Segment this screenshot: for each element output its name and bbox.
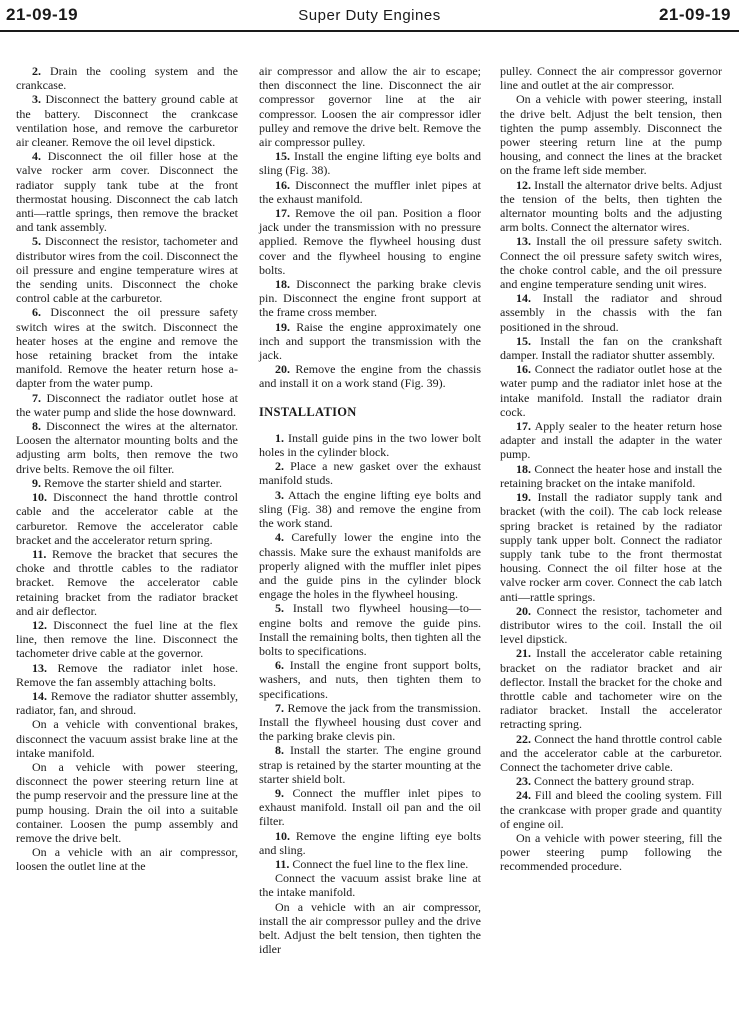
step-text: Place a new gasket over the exhaust manifold studs. (259, 459, 481, 488)
step-number: 16. (275, 177, 290, 192)
step-number: 17. (516, 419, 531, 434)
step-text: Connect the fuel line to the flex line. (292, 856, 469, 871)
step-text: Install the engine front support bolts, washers, and nuts, then tighten them to specifications. (259, 658, 481, 701)
step-text: Remove the oil pan. Position a floor jack under the transmission with no pressure applied. Remove the flywheel housing dust cover and the flywheel housing to engine bolts. (259, 206, 481, 277)
step-paragraph (500, 362, 722, 419)
step-text: pulley. Connect the air compressor governor line and outlet at the air compressor. (500, 64, 722, 93)
step-text: Connect the heater hose and install the retaining bracket on the intake manifold. (500, 461, 722, 490)
step-text: Install the radiator supply tank and bracket (with the coil). The cab lock release spring bracket is retained by the radiator supply tank upper bolt. Connect the radiator supply tank tube to the front thermostat housing. Connect the oil filter hose at the valve rocker arm cover. Connect the cab latch anti—rattle springs. (500, 490, 722, 604)
step-text: Drain the cooling system and the crankcase. (16, 64, 239, 93)
step-paragraph (259, 530, 481, 601)
step-number: 14. (516, 291, 531, 306)
step-paragraph (500, 462, 722, 490)
step-paragraph (259, 178, 481, 206)
step-number: 6. (32, 305, 41, 320)
step-paragraph (16, 476, 238, 490)
step-number: 1. (275, 430, 284, 445)
step-paragraph (259, 149, 481, 177)
note-paragraph (259, 871, 481, 899)
step-paragraph (16, 419, 238, 476)
step-number: 18. (275, 277, 290, 292)
note-paragraph (500, 92, 722, 177)
step-text: On a vehicle with power steering, install the drive belt. Adjust the belt tension, then tighten the pump assembly. Disconnect the power steering return line at the pump housing, and connect the lines at the bracket on the frame left side member. (500, 92, 722, 178)
step-number: 10. (275, 828, 290, 843)
step-paragraph (16, 391, 238, 419)
step-text: Install the alternator drive belts. Adjust the tension of the belts, then tighten the alternator mounting bolts and the adjusting arm bolts. Connect the alternator wires. (500, 177, 722, 235)
step-text: Remove the bracket that secures the choke and throttle cables to the radiator bracket. Remove the accelerator cable retaining bracket from the radiator bracket and air deflector. (16, 546, 238, 618)
step-number: 8. (32, 419, 41, 434)
step-number: 12. (32, 617, 47, 632)
step-number: 20. (275, 362, 290, 377)
step-text: Apply sealer to the heater return hose adapter and install the adapter in the water pump. (500, 419, 722, 462)
step-number: 19. (516, 490, 531, 505)
page-title: Super Duty Engines (298, 7, 441, 24)
step-paragraph (16, 490, 238, 547)
step-text: Connect the radiator outlet hose at the water pump and the radiator inlet hose at the intake manifold. Install the radiator drain cock. (500, 362, 723, 419)
step-paragraph (16, 234, 238, 305)
note-paragraph (259, 900, 481, 957)
step-number: 11. (275, 856, 290, 871)
step-text: Install guide pins in the two lower bolt holes in the cylinder block. (259, 430, 481, 460)
step-text: Attach the engine lifting eye bolts and sling (Fig. 38) and remove the engine from the work stand. (259, 487, 481, 531)
step-number: 2. (32, 64, 41, 78)
step-number: 24. (516, 788, 531, 803)
header-rule (0, 30, 739, 32)
note-paragraph (259, 64, 481, 149)
step-number: 3. (275, 487, 284, 502)
step-paragraph (500, 178, 722, 235)
step-paragraph (500, 732, 722, 775)
step-number: 13. (516, 234, 531, 249)
removal-steps-part-1 (16, 64, 238, 874)
step-text: Disconnect the hand throttle control cable and the accelerator cable at the carburetor. Remove the accelerator cable bracket and the accelerator return spring. (16, 490, 238, 547)
step-paragraph (259, 320, 481, 363)
step-text: Disconnect the battery ground cable at the battery. Disconnect the crankcase ventilation hose, and remove the carburetor air cleaner. Remove the oil level dipstick. (16, 92, 238, 150)
step-paragraph (259, 431, 481, 459)
step-text: Carefully lower the engine into the chassis. Make sure the exhaust manifolds are properly aligned with the muffler inlet pipes and the guide pins in the cylinder block engage the holes in the flywheel housing. (259, 530, 481, 602)
step-number: 9. (32, 475, 41, 490)
step-paragraph (16, 64, 238, 92)
step-text: Connect the resistor, tachometer and distributor wires to the coil. Install the oil level dipstick. (500, 603, 723, 647)
step-text: Install the radiator and shroud assembly in the chassis with the fan positioned in the shroud. (500, 291, 722, 334)
step-paragraph (500, 788, 722, 831)
step-number: 14. (32, 688, 47, 703)
step-paragraph (500, 419, 722, 462)
step-paragraph (259, 786, 481, 829)
step-paragraph (259, 701, 481, 744)
step-paragraph (16, 661, 238, 689)
step-paragraph (259, 277, 481, 320)
step-number: 5. (275, 601, 284, 616)
note-paragraph (16, 845, 238, 873)
step-number: 3. (32, 92, 41, 107)
step-number: 13. (32, 660, 47, 675)
column-1 (16, 64, 238, 874)
page-number-right: 21-09-19 (658, 5, 731, 24)
step-text: Disconnect the oil filler hose at the valve rocker arm cover. Disconnect the radiator supply tank tube at the front thermostat housing. Disconnect the cab latch anti—rattle springs, then remove the bracket and tank assembly. (16, 149, 239, 235)
step-text: Remove the jack from the transmission. Install the flywheel housing dust cover and the parking brake clevis pin. (259, 700, 481, 744)
step-text: Disconnect the fuel line at the flex line, then remove the line. Disconnect the tachometer drive cable at the governor. (16, 617, 238, 661)
step-paragraph (500, 604, 722, 647)
step-text: Raise the engine approximately one inch and support the transmission with the jack. (259, 319, 481, 363)
note-paragraph (16, 717, 238, 760)
step-text: Remove the starter shield and starter. (44, 475, 222, 490)
step-text: air compressor and allow the air to escape; then disconnect the line. Disconnect the air compressor governor line at the air compressor. Loosen the air compressor idler pulley and remove the drive belt. Remove the air compressor pulley. (259, 64, 481, 150)
step-text: Connect the hand throttle control cable and the accelerator cable at the carburetor. Connect the tachometer drive cable. (500, 731, 723, 774)
note-paragraph (500, 831, 722, 874)
step-paragraph (16, 149, 238, 234)
note-paragraph (16, 760, 238, 845)
step-number: 23. (516, 774, 531, 789)
step-paragraph (16, 92, 238, 149)
step-text: Disconnect the resistor, tachometer and distributor wires from the coil. Disconnect the oil pressure and engine temperature wires at the sending units. Disconnect the choke control cable at the carburetor. (16, 234, 239, 306)
step-text: Install two flywheel housing—to—engine bolts and remove the guide pins. Install the remaining bolts, then tighten all the bolts to specifications. (259, 601, 481, 658)
step-text: Install the oil pressure safety switch. Connect the oil pressure safety switch wires, the choke control cable, and the oil pressure and engine temperature sending unit wires. (500, 234, 722, 292)
step-paragraph (16, 618, 238, 661)
step-text: Disconnect the wires at the alternator. Loosen the alternator mounting bolts and the adjusting arm bolts, then remove the two drive belts. Remove the oil filter. (16, 419, 239, 476)
step-number: 4. (32, 149, 41, 164)
step-number: 7. (275, 700, 284, 715)
step-paragraph (500, 774, 722, 788)
step-text: Fill and bleed the cooling system. Fill the crankcase with proper grade and quantity of engine oil. (500, 788, 722, 831)
step-text: Disconnect the radiator outlet hose at the water pump and slide the hose downward. (16, 390, 238, 419)
step-text: Remove the radiator inlet hose. Remove the fan assembly attaching bolts. (16, 660, 238, 689)
step-paragraph (259, 601, 481, 658)
step-text: On a vehicle with power steering, disconnect the power steering return line at the pump reservoir and the pressure line at the pump housing. Drain the oil into a suitable container. Loosen the pump assembly and remove the drive belt. (16, 759, 238, 845)
page-header (0, 0, 739, 36)
step-text: Install the fan on the crankshaft damper. Install the radiator shutter assembly. (500, 333, 722, 363)
step-paragraph (259, 829, 481, 857)
step-number: 5. (32, 234, 41, 249)
step-number: 17. (275, 206, 290, 221)
step-number: 15. (275, 149, 290, 164)
step-text: Disconnect the oil pressure safety switch wires at the switch. Disconnect the heater hoses at the engine and remove the hose retaining bracket from the intake manifold. Remove the heater return hose a-dapter from the water pump. (16, 305, 239, 391)
step-number: 16. (516, 362, 531, 377)
step-number: 15. (516, 333, 531, 348)
installation-heading: INSTALLATION (259, 404, 357, 419)
step-number: 19. (275, 319, 290, 334)
step-number: 4. (275, 530, 284, 545)
step-number: 12. (516, 177, 531, 192)
step-text: Remove the radiator shutter assembly, radiator, fan, and shroud. (16, 688, 238, 718)
step-number: 22. (516, 731, 531, 746)
step-paragraph (500, 291, 722, 334)
step-text: Connect the muffler inlet pipes to exhaust manifold. Install oil pan and the oil filter. (259, 785, 481, 829)
step-paragraph (259, 658, 481, 701)
step-text: Install the accelerator cable retaining bracket on the radiator bracket and air deflector. Install the bracket for the choke and throttle cable and tachometer wire on the radiator bracket. Install the accelerator retracting spring. (500, 646, 723, 732)
step-paragraph (16, 547, 238, 618)
step-number: 2. (275, 459, 284, 474)
step-number: 20. (516, 603, 531, 618)
step-paragraph (259, 743, 481, 786)
step-text: On a vehicle with power steering, fill the power steering pump following the recommended procedure. (500, 830, 722, 874)
step-text: Install the starter. The engine ground strap is retained by the starter mounting at the starter shield bolt. (259, 743, 481, 786)
step-number: 10. (32, 490, 47, 505)
step-text: On a vehicle with conventional brakes, disconnect the vacuum assist brake line at the intake manifold. (16, 717, 238, 760)
step-text: On a vehicle with an air compressor, loosen the outlet line at the (16, 845, 238, 874)
step-paragraph (500, 490, 722, 604)
step-paragraph (259, 362, 481, 390)
step-text: Install the engine lifting eye bolts and sling (Fig. 38). (259, 149, 482, 178)
step-paragraph (500, 646, 722, 731)
step-number: 9. (275, 785, 284, 800)
installation-steps-part-1 (259, 431, 481, 957)
installation-steps-part-2 (500, 64, 722, 874)
step-text: On a vehicle with an air compressor, install the air compressor pulley and the drive belt. Adjust the belt tension, then tighten the idler (259, 899, 481, 957)
column-3 (500, 64, 722, 874)
column-2 (259, 64, 481, 956)
step-text: Connect the vacuum assist brake line at the intake manifold. (259, 871, 481, 900)
step-number: 7. (32, 390, 41, 405)
step-number: 6. (275, 658, 284, 673)
step-paragraph (16, 305, 238, 390)
note-paragraph (500, 64, 722, 92)
step-text: Disconnect the muffler inlet pipes at the exhaust manifold. (259, 177, 481, 206)
step-paragraph (500, 234, 722, 291)
page-number-left: 21-09-19 (6, 5, 79, 24)
step-text: Remove the engine lifting eye bolts and sling. (259, 828, 481, 857)
step-number: 8. (275, 743, 284, 758)
step-number: 18. (516, 461, 531, 476)
step-number: 11. (32, 546, 47, 561)
step-paragraph (500, 334, 722, 362)
step-text: Connect the battery ground strap. (534, 774, 695, 789)
step-paragraph (259, 206, 481, 277)
step-paragraph (259, 459, 481, 487)
removal-steps-part-2 (259, 64, 481, 391)
step-text: Disconnect the parking brake clevis pin. Disconnect the engine front support at the frame cross member. (259, 277, 482, 320)
step-number: 21. (516, 646, 531, 661)
step-paragraph (16, 689, 238, 717)
step-text: Remove the engine from the chassis and install it on a work stand (Fig. 39). (259, 362, 482, 391)
step-paragraph (259, 488, 481, 531)
step-paragraph (259, 857, 481, 871)
